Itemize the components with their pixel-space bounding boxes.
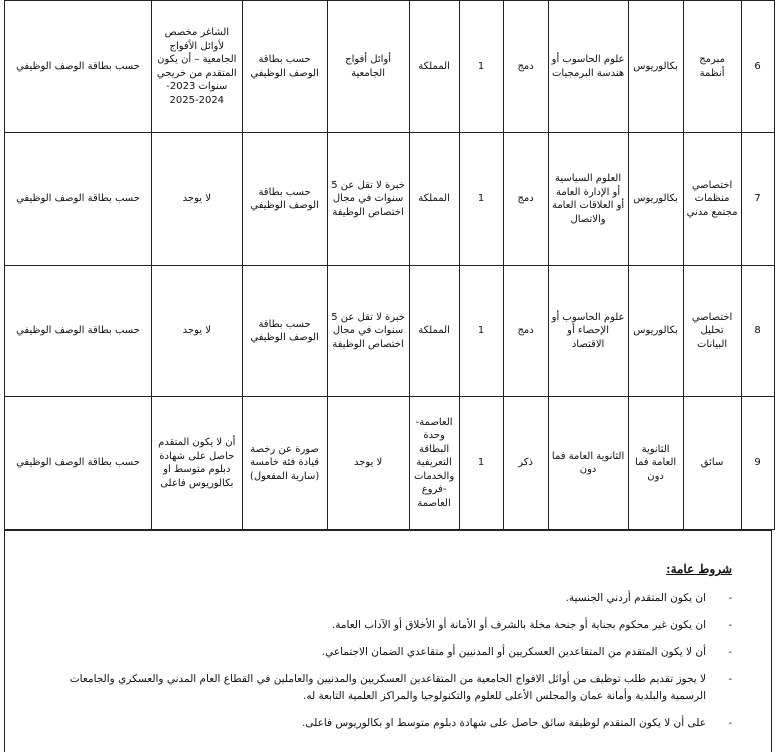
cell-count: 1 [459, 266, 503, 397]
table-row [5, 1, 775, 133]
condition-text: ان يكون غير محكوم بجناية أو جنحة مخلة بالشرف أو الأمانة أو الأخلاق أو الآداب العامة. [331, 618, 706, 631]
left-border [4, 530, 5, 752]
cell-location: المملكة [409, 1, 459, 133]
cell-major: علوم الحاسوب أو الإحصاء أو الاقتصاد [548, 266, 628, 397]
cell-job-title: سائق [683, 397, 741, 530]
table-row [5, 266, 775, 397]
cell-gender: دمج [503, 133, 548, 266]
cell-count: 1 [459, 1, 503, 133]
cell-description: حسب بطاقة الوصف الوظيفي [5, 266, 152, 397]
list-item [32, 671, 732, 707]
cell-number: 9 [741, 397, 774, 530]
cell-major: علوم الحاسوب أو هندسة البرمجيات [548, 1, 628, 133]
cell-qualification: بكالوريوس [628, 1, 683, 133]
cell-qualification: بكالوريوس [628, 266, 683, 397]
bullet-dash: - [728, 618, 732, 631]
cell-description: حسب بطاقة الوصف الوظيفي [5, 133, 152, 266]
condition-text: لا يجوز تقديم طلب توظيف من أوائل الافواج الجامعية من المتقاعدين العسكريين والمدنيين والعاملين في القطاع العام المدني والعسكري والجامعات الرسمية والبلدية وأمانة عمان والمجلس الأعلى للعلوم والتكنولوجيا والمراكز العلمية التابعة له. [69, 672, 706, 703]
table-row [5, 133, 775, 266]
cell-count: 1 [459, 133, 503, 266]
cell-location: المملكة [409, 266, 459, 397]
cell-number: 6 [741, 1, 774, 133]
bullet-dash: - [728, 592, 732, 604]
cell-description: حسب بطاقة الوصف الوظيفي [5, 397, 152, 530]
cell-number: 7 [741, 133, 774, 266]
cell-count: 1 [459, 397, 503, 530]
jobs-table [4, 0, 775, 530]
cell-license: حسب بطاقة الوصف الوظيفي [242, 266, 327, 397]
conditions-list [32, 590, 732, 733]
list-item [32, 644, 732, 662]
condition-text: ان يكون المتقدم أردني الجنسية. [565, 592, 706, 604]
list-item [32, 715, 732, 733]
cell-experience: خبرة لا تقل عن 5 سنوات في مجال اختصاص الوظيفة [327, 266, 409, 397]
cell-location: العاصمة- وحدة البطاقة التعريفية والخدمات -فروع العاصمة [409, 397, 459, 530]
cell-experience: لا يوجد [327, 397, 409, 530]
cell-notes: لا يوجد [152, 133, 243, 266]
cell-gender: ذكر [503, 397, 548, 530]
cell-major: العلوم السياسية أو الإدارة العامة أو العلاقات العامة والاتصال [548, 133, 628, 266]
conditions-title: شروط عامة: [666, 562, 732, 576]
cell-job-title: اختصاصي تحليل البيانات [683, 266, 741, 397]
cell-license: صورة عن رخصة قيادة فئة خامسة (سارية المفعول) [242, 397, 327, 530]
list-item [32, 590, 732, 608]
cell-location: المملكة [409, 133, 459, 266]
general-conditions [32, 562, 732, 742]
cell-gender: دمج [503, 266, 548, 397]
cell-notes: أن لا يكون المتقدم حاصل على شهادة دبلوم متوسط او بكالوريوس فاعلى [152, 397, 243, 530]
cell-experience: أوائل أفواج الجامعية [327, 1, 409, 133]
section-divider [4, 530, 772, 531]
cell-description: حسب بطاقة الوصف الوظيفي [5, 1, 152, 133]
cell-qualification: الثانوية العامة فما دون [628, 397, 683, 530]
cell-job-title: اختصاصي منظمات مجتمع مدني [683, 133, 741, 266]
cell-experience: خبرة لا تقل عن 5 سنوات في مجال اختصاص الوظيفة [327, 133, 409, 266]
cell-notes: لا يوجد [152, 266, 243, 397]
cell-license: حسب بطاقة الوصف الوظيفي [242, 133, 327, 266]
cell-qualification: بكالوريوس [628, 133, 683, 266]
condition-text: على أن لا يكون المتقدم لوظيفة سائق حاصل على شهادة دبلوم متوسط او بكالوريوس فاعلى. [302, 717, 706, 730]
bullet-dash: - [728, 717, 732, 730]
bullet-dash: - [728, 645, 732, 658]
cell-notes: الشاغر مخصص لأوائل الأفواج الجامعية – أن يكون المتقدم من خريجي سنوات 2023-2024-2025 [152, 1, 243, 133]
right-border [771, 530, 772, 752]
condition-text: أن لا يكون المتقدم من المتقاعدين العسكريين أو المدنيين أو متقاعدي الضمان الاجتماعي. [321, 645, 706, 658]
list-item [32, 617, 732, 635]
cell-number: 8 [741, 266, 774, 397]
bullet-dash: - [728, 672, 732, 685]
cell-gender: دمج [503, 1, 548, 133]
table-row [5, 397, 775, 530]
cell-license: حسب بطاقة الوصف الوظيفي [242, 1, 327, 133]
cell-job-title: مبرمج أنظمة [683, 1, 741, 133]
cell-major: الثانوية العامة فما دون [548, 397, 628, 530]
